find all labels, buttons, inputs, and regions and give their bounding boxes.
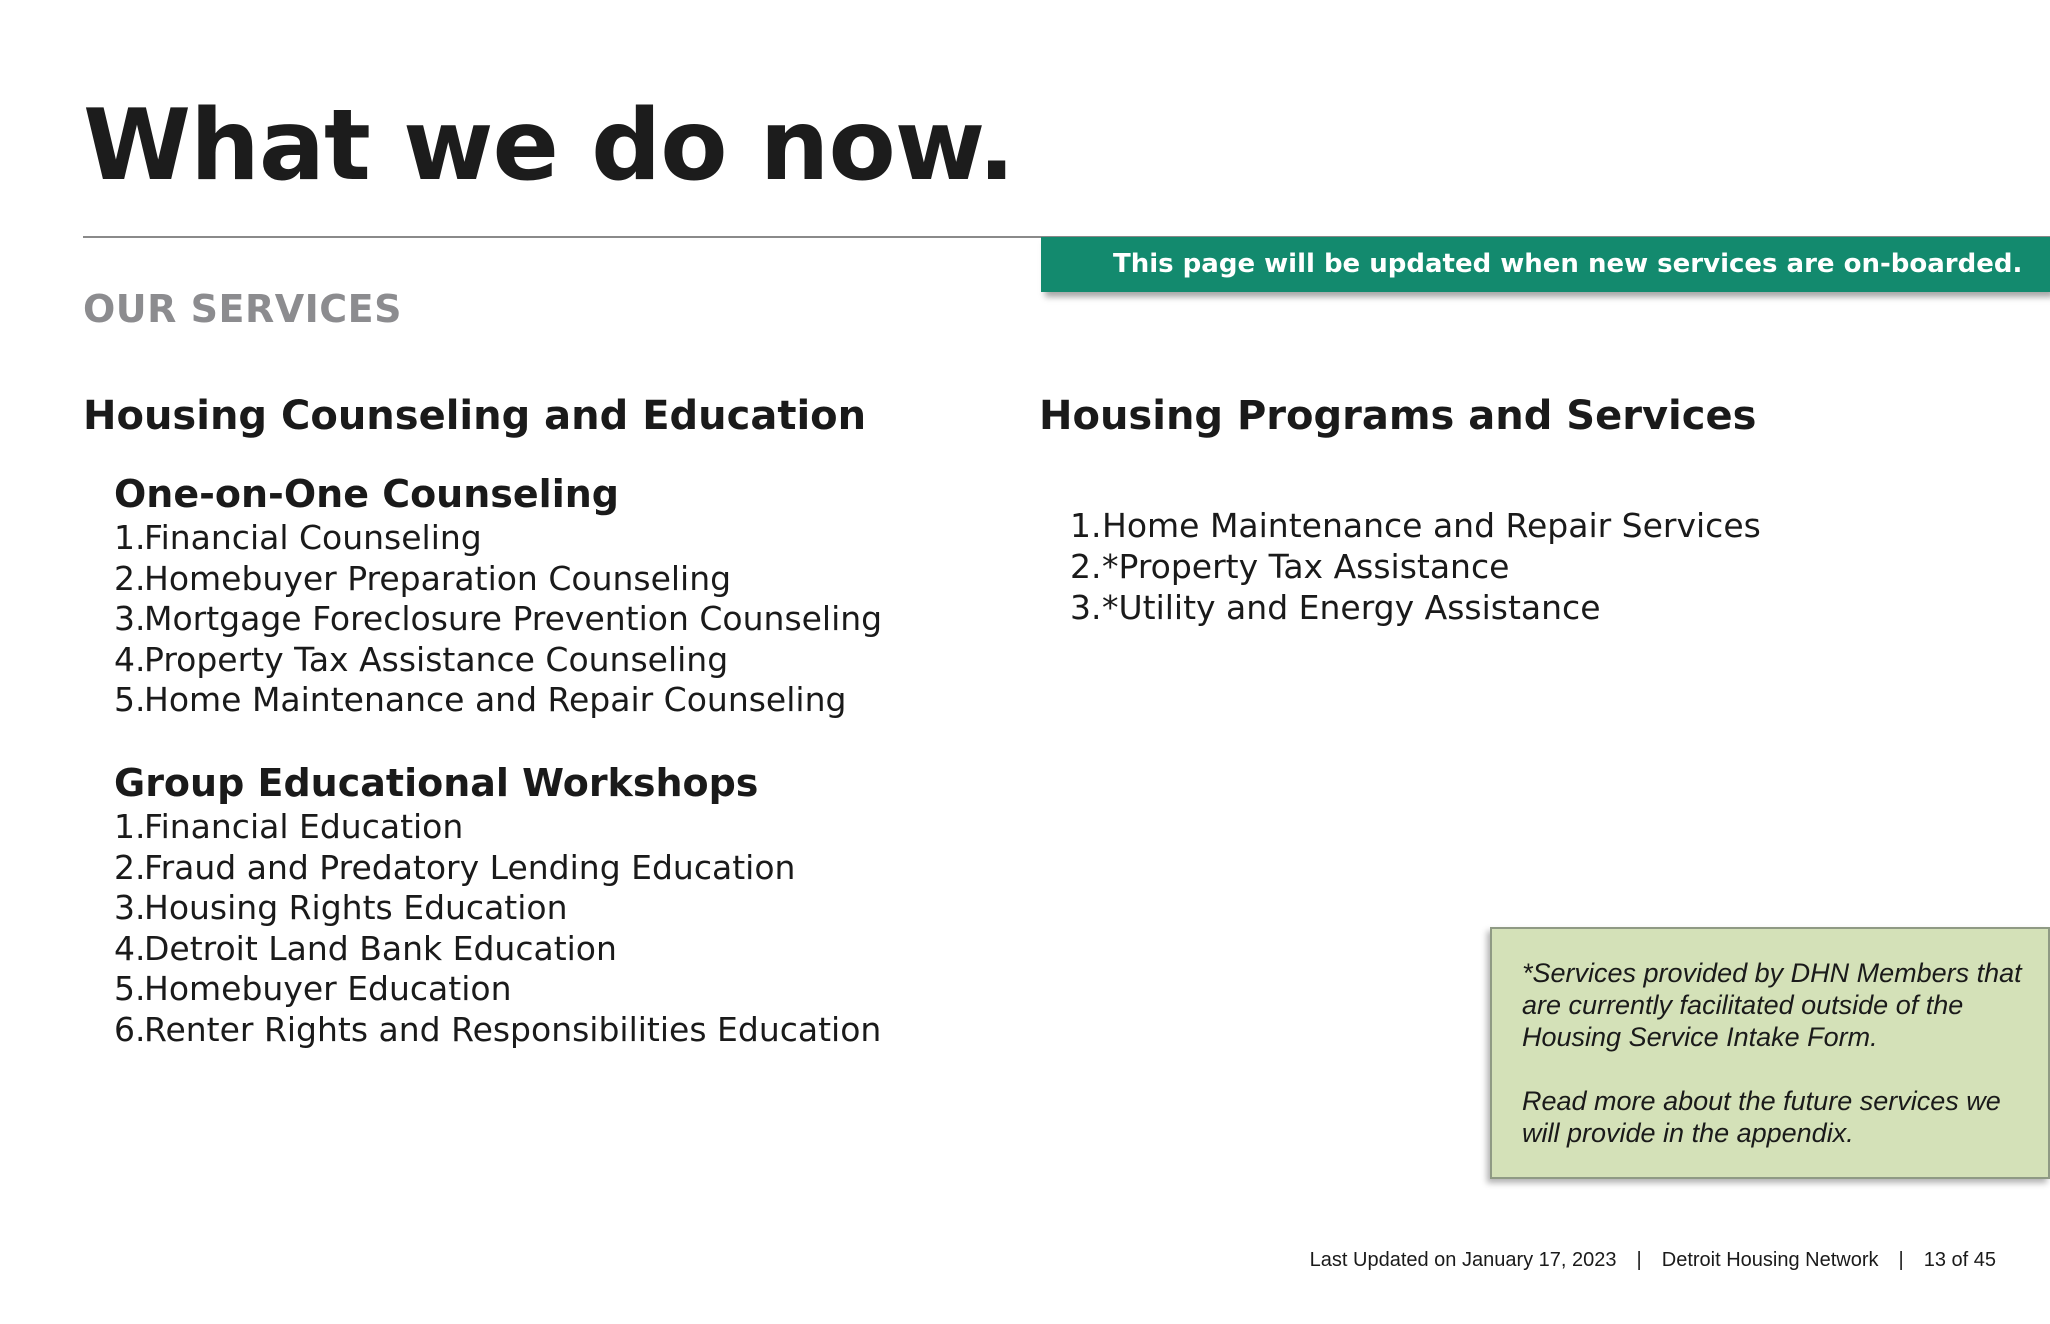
list-item-number: 5. bbox=[114, 680, 146, 719]
list-item-label: Financial Counseling bbox=[144, 518, 482, 557]
group-workshops-heading: Group Educational Workshops bbox=[114, 761, 759, 805]
list-item bbox=[114, 969, 881, 1010]
list-item bbox=[1070, 505, 1761, 546]
footer-separator: | bbox=[1898, 1249, 1904, 1271]
housing-programs-list bbox=[1070, 505, 1761, 628]
group-workshops-list bbox=[114, 807, 881, 1050]
footer-page-number: 13 of 45 bbox=[1923, 1249, 1996, 1271]
list-item-label: *Property Tax Assistance bbox=[1102, 547, 1510, 586]
list-item-number: 1. bbox=[1070, 506, 1102, 545]
list-item-number: 3. bbox=[1070, 588, 1102, 627]
list-item-label: *Utility and Energy Assistance bbox=[1102, 588, 1601, 627]
note-paragraph: Read more about the future services we will provide in the appendix. bbox=[1522, 1086, 2001, 1148]
one-on-one-counseling-list bbox=[114, 518, 882, 721]
list-item-label: Renter Rights and Responsibilities Education bbox=[144, 1009, 882, 1049]
list-item bbox=[1070, 546, 1761, 587]
footer-last-updated: Last Updated on January 17, 2023 bbox=[1309, 1249, 1617, 1271]
section-label: OUR SERVICES bbox=[83, 287, 402, 331]
page-footer bbox=[1310, 1248, 1996, 1272]
list-item-label: Mortgage Foreclosure Prevention Counseling bbox=[144, 599, 883, 638]
list-item-label: Housing Rights Education bbox=[144, 888, 568, 927]
update-notice-banner: This page will be updated when new services are on-boarded. bbox=[1041, 237, 2050, 292]
list-item-label: Property Tax Assistance Counseling bbox=[144, 639, 729, 679]
footer-separator: | bbox=[1636, 1249, 1642, 1271]
list-item-number: 4. bbox=[114, 928, 146, 968]
list-item-number: 2. bbox=[114, 558, 146, 598]
note-paragraph: *Services provided by DHN Members that are currently facilitated outside of the Housing Service Intake Form. bbox=[1522, 958, 2022, 1052]
list-item-label: Detroit Land Bank Education bbox=[144, 928, 617, 968]
list-item-number: 2. bbox=[114, 847, 146, 887]
list-item bbox=[1070, 587, 1761, 628]
list-item bbox=[114, 848, 881, 889]
list-item-number: 6. bbox=[114, 1009, 146, 1049]
list-item bbox=[114, 1010, 881, 1051]
list-item-label: Home Maintenance and Repair Services bbox=[1102, 506, 1761, 545]
list-item-number: 2. bbox=[1070, 547, 1102, 586]
list-item-number: 1. bbox=[114, 518, 146, 557]
list-item-number: 5. bbox=[114, 969, 146, 1008]
list-item bbox=[114, 599, 882, 640]
footer-organization: Detroit Housing Network bbox=[1661, 1249, 1879, 1271]
list-item bbox=[114, 680, 882, 721]
one-on-one-counseling-heading: One-on-One Counseling bbox=[114, 472, 619, 516]
list-item bbox=[114, 518, 882, 559]
page-title: What we do now. bbox=[83, 89, 1015, 203]
list-item-label: Home Maintenance and Repair Counseling bbox=[144, 680, 847, 719]
list-item-label: Financial Education bbox=[144, 807, 464, 846]
list-item-label: Homebuyer Education bbox=[144, 969, 512, 1008]
services-note-callout bbox=[1490, 927, 2050, 1179]
list-item-label: Homebuyer Preparation Counseling bbox=[144, 558, 732, 598]
list-item bbox=[114, 640, 882, 681]
list-item bbox=[114, 929, 881, 970]
list-item bbox=[114, 559, 882, 600]
list-item-number: 1. bbox=[114, 807, 146, 846]
list-item-number: 3. bbox=[114, 888, 146, 927]
left-column-heading: Housing Counseling and Education bbox=[83, 393, 867, 439]
list-item bbox=[114, 888, 881, 929]
list-item bbox=[114, 807, 881, 848]
right-column-heading: Housing Programs and Services bbox=[1039, 393, 1757, 439]
list-item-label: Fraud and Predatory Lending Education bbox=[144, 847, 796, 887]
list-item-number: 3. bbox=[114, 599, 146, 638]
list-item-number: 4. bbox=[114, 639, 146, 679]
